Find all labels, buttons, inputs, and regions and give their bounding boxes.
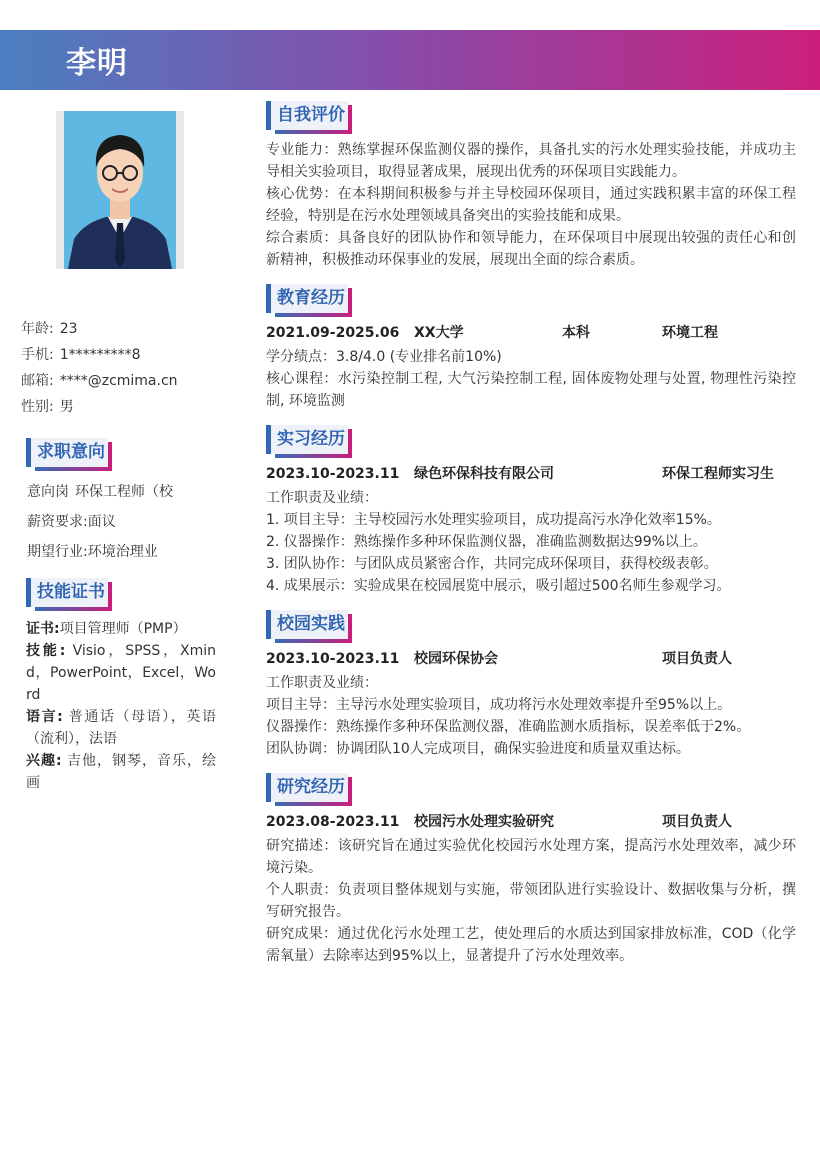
profile-photo-frame xyxy=(56,111,184,269)
internship-line: 4. 成果展示：实验成果在校园展览中展示，吸引超过500名师生参观学习。 xyxy=(266,578,731,594)
phone-label: 手机: xyxy=(21,347,54,363)
research-date: 2023.08-2023.11 xyxy=(266,814,400,830)
education-section-title: 教育经历 xyxy=(266,284,348,313)
intent-salary-row xyxy=(27,512,227,542)
intent-position-label: 意向岗 xyxy=(27,484,69,500)
campus-date: 2023.10-2023.11 xyxy=(266,651,400,667)
education-date: 2021.09-2025.06 xyxy=(266,325,400,341)
portrait-image xyxy=(64,111,176,269)
intent-industry-row xyxy=(27,542,227,572)
language-label: 语言: xyxy=(26,709,63,725)
research-line: 个人职责：负责项目整体规划与实施，带领团队进行实验设计、数据收集与分析，撰写研究报告。 xyxy=(266,882,796,920)
age-value: 23 xyxy=(59,321,78,337)
email-row xyxy=(21,370,221,396)
intent-industry-label: 期望行业: xyxy=(27,544,88,560)
internship-head xyxy=(266,463,796,485)
skill-value: Visio，SPSS，Xmind，PowerPoint，Excel，Word xyxy=(26,643,216,703)
internship-org: 绿色环保科技有限公司 xyxy=(414,466,554,482)
email-value: ****@zcmima.cn xyxy=(59,373,178,389)
intent-salary-value: 面议 xyxy=(87,514,116,530)
campus-head xyxy=(266,648,796,670)
internship-line: 3. 团队协作：与团队成员紧密合作，共同完成环保项目，获得校级表彰。 xyxy=(266,556,718,572)
campus-line: 工作职责及业绩： xyxy=(266,675,378,691)
skill-label: 技能: xyxy=(26,643,66,659)
campus-line: 仪器操作：熟练操作多种环保监测仪器，准确监测水质指标，误差率低于2%。 xyxy=(266,719,751,735)
cert-item xyxy=(26,618,216,640)
candidate-name: 李明 xyxy=(66,46,128,81)
research-role: 项目负责人 xyxy=(662,814,732,830)
internship-line: 2. 仪器操作：熟练操作多种环保监测仪器，准确监测数据达99%以上。 xyxy=(266,534,707,550)
age-row xyxy=(21,318,221,344)
self-eval-body xyxy=(266,139,796,271)
hobby-value: 吉他，钢琴，音乐，绘画 xyxy=(26,753,216,791)
header-banner xyxy=(0,30,820,90)
education-head xyxy=(266,322,796,344)
basic-info xyxy=(21,318,221,422)
campus-line: 团队协调：协调团队10人完成项目，确保实验进度和质量双重达标。 xyxy=(266,741,690,757)
skills-list xyxy=(26,618,216,794)
age-label: 年龄: xyxy=(21,321,54,337)
self-eval-line: 核心优势：在本科期间积极参与并主导校园环保项目，通过实践积累丰富的环保工程经验，特别是在污水处理领域具备突出的实验技能和成果。 xyxy=(266,186,796,224)
campus-org: 校园环保协会 xyxy=(414,651,498,667)
education-degree: 本科 xyxy=(562,325,590,341)
education-body xyxy=(266,346,796,412)
self-eval-line: 专业能力：熟练掌握环保监测仪器的操作，具备扎实的污水处理实验技能，并成功主导相关实验项目，取得显著成果，展现出优秀的环保项目实践能力。 xyxy=(266,142,796,180)
intent-section-title: 求职意向 xyxy=(26,438,108,467)
campus-role: 项目负责人 xyxy=(662,651,732,667)
skills-section-title: 技能证书 xyxy=(26,578,108,607)
hobby-label: 兴趣: xyxy=(26,753,62,769)
email-label: 邮箱: xyxy=(21,373,54,389)
research-line: 研究成果：通过优化污水处理工艺，使处理后的水质达到国家排放标准，COD（化学需氧量）去除率达到95%以上，显著提升了污水处理效率。 xyxy=(266,926,796,964)
internship-line: 1. 项目主导：主导校园污水处理实验项目，成功提高污水净化效率15%。 xyxy=(266,512,721,528)
cert-label: 证书: xyxy=(26,621,60,637)
education-line: 核心课程：水污染控制工程, 大气污染控制工程, 固体废物处理与处置, 物理性污染控制, 环境监测 xyxy=(266,371,796,409)
intent-position-value: 环保工程师（校 xyxy=(75,484,173,500)
skill-item xyxy=(26,640,216,706)
cert-value: 项目管理师（PMP） xyxy=(59,621,187,637)
campus-line: 项目主导：主导污水处理实验项目，成功将污水处理效率提升至95%以上。 xyxy=(266,697,732,713)
intent-salary-label: 薪资要求: xyxy=(27,514,88,530)
internship-date: 2023.10-2023.11 xyxy=(266,466,400,482)
education-school: XX大学 xyxy=(414,325,464,341)
gender-row xyxy=(21,396,221,422)
internship-body xyxy=(266,487,796,597)
research-section-title: 研究经历 xyxy=(266,773,348,802)
phone-row xyxy=(21,344,221,370)
intent-position-row xyxy=(27,482,227,512)
research-body xyxy=(266,835,796,967)
education-major: 环境工程 xyxy=(662,325,718,341)
self-eval-line: 综合素质：具备良好的团队协作和领导能力，在环保项目中展现出较强的责任心和创新精神，积极推动环保事业的发展，展现出全面的综合素质。 xyxy=(266,230,796,268)
profile-photo xyxy=(64,111,176,269)
hobby-item xyxy=(26,750,216,794)
self-eval-section-title: 自我评价 xyxy=(266,101,348,130)
gender-value: 男 xyxy=(59,399,74,415)
job-intent xyxy=(27,482,227,572)
research-org: 校园污水处理实验研究 xyxy=(414,814,554,830)
campus-section-title: 校园实践 xyxy=(266,610,348,639)
language-item xyxy=(26,706,216,750)
education-line: 学分绩点：3.8/4.0 (专业排名前10%) xyxy=(266,349,502,365)
internship-section-title: 实习经历 xyxy=(266,425,348,454)
gender-label: 性别: xyxy=(21,399,54,415)
research-head xyxy=(266,811,796,833)
intent-industry-value: 环境治理业 xyxy=(87,544,158,560)
internship-line: 工作职责及业绩： xyxy=(266,490,378,506)
research-line: 研究描述：该研究旨在通过实验优化校园污水处理方案，提高污水处理效率，减少环境污染。 xyxy=(266,838,796,876)
phone-value: 1*********8 xyxy=(59,347,141,363)
internship-role: 环保工程师实习生 xyxy=(662,466,774,482)
language-value: 普通话（母语），英语（流利），法语 xyxy=(26,709,216,747)
campus-body xyxy=(266,672,796,760)
